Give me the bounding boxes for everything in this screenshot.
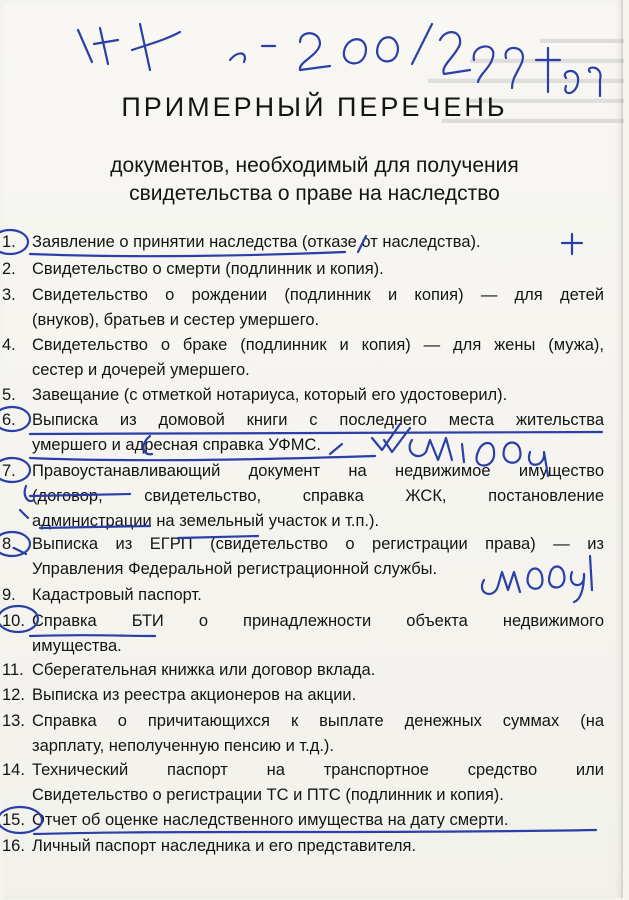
item-number: 7.: [2, 462, 16, 480]
item-number: 11.: [2, 661, 24, 679]
item-number: 16.: [2, 837, 25, 855]
item-line: (договор, свидетельство, справка ЖСК, постановление: [32, 487, 604, 505]
item-line: Правоустанавливающий документ на недвижимое имущество: [32, 462, 604, 480]
document-subtitle: [0, 152, 629, 208]
item-number: 4.: [2, 336, 16, 354]
item-line: Кадастровый паспорт.: [32, 586, 202, 604]
subtitle-line-1: документов, необходимый для получения: [110, 154, 519, 177]
item-number: 15.: [2, 811, 25, 829]
bleed-through-reverse-text: ▬▬▬▬▬▬ ▬▬▬▬▬▬▬▬▬▬▬ ▬▬▬▬▬▬▬▬▬▬▬▬▬▬ ▬▬▬▬▬▬▬▬▬▬▬ ▬▬▬▬▬▬▬▬▬▬▬▬▬: [428, 32, 624, 127]
item-line: Свидетельство о браке (подлинник и копия) — для жены (мужа),: [32, 336, 604, 354]
item-line: Справка о причитающихся к выплате денежных суммах (на: [32, 712, 604, 730]
document-title: ПРИМЕРНЫЙ ПЕРЕЧЕНЬ: [121, 92, 508, 122]
item-number: 9.: [2, 586, 16, 604]
item-line: умершего и адресная справка УФМС.: [32, 436, 321, 454]
item-line: Заявление о принятии наследства (отказе от наследства).: [32, 233, 481, 251]
item-number: 3.: [2, 286, 16, 304]
item-line: Выписка из домовой книги с последнего места жительства: [32, 411, 604, 429]
item-line: Отчет об оценке наследственного имущества на дату смерти.: [32, 811, 509, 829]
item-number: 5.: [2, 386, 16, 404]
item-line: Свидетельство о рождении (подлинник и копия) — для детей: [32, 286, 604, 304]
item-line: Управления Федеральной регистрационной службы.: [32, 560, 438, 578]
item-line: Выписка из ЕГРП (свидетельство о регистрации права) — из: [32, 535, 604, 553]
item-number: 12.: [2, 686, 25, 704]
item-line: Сберегательная книжка или договор вклада.: [32, 661, 376, 679]
item-line: Личный паспорт наследника и его представителя.: [32, 837, 416, 855]
item-number: 14.: [2, 761, 25, 779]
item-number: 2.: [2, 260, 16, 278]
item-line: Свидетельство о регистрации ТС и ПТС (подлинник и копия).: [32, 786, 504, 804]
item-number: 1.: [2, 233, 16, 251]
item-line: сестер и дочерей умершего.: [32, 361, 250, 379]
item-line: Технический паспорт на транспортное средство или: [32, 761, 604, 779]
item-line: Свидетельство о смерти (подлинник и копия).: [32, 260, 384, 278]
item-line: имущества.: [32, 637, 122, 655]
item-number: 10.: [2, 612, 25, 630]
item-number: 13.: [2, 712, 25, 730]
item-line: Справка БТИ о принадлежности объекта недвижимого: [32, 612, 604, 630]
item-number: 6.: [2, 411, 16, 429]
subtitle-line-2: свидетельства о праве на наследство: [129, 182, 500, 205]
item-line: (внуков), братьев и сестер умершего.: [32, 311, 320, 329]
item-number: 8.: [2, 535, 16, 553]
item-line: администрации на земельный участок и т.п.).: [32, 512, 380, 530]
item-line: Завещание (с отметкой нотариуса, который его удостоверил).: [32, 386, 508, 404]
item-line: Выписка из реестра акционеров на акции.: [32, 686, 357, 704]
item-line: зарплату, неполученную пенсию и т.д.).: [32, 737, 334, 755]
